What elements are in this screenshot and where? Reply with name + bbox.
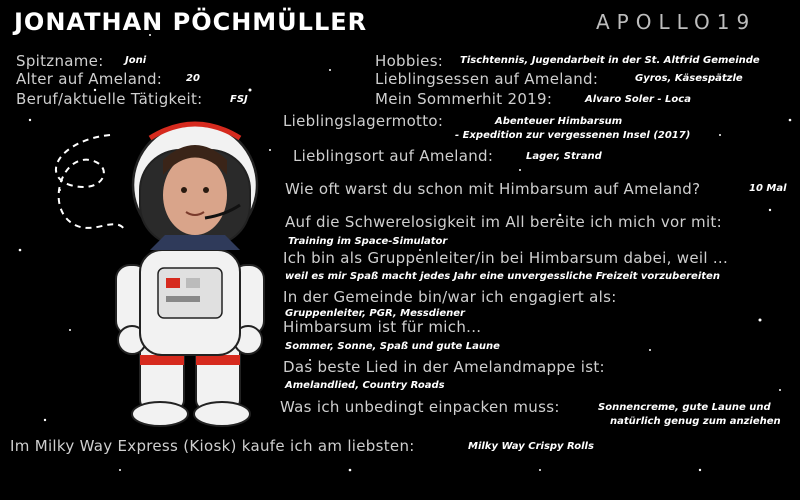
times-value: 10 Mal (749, 183, 787, 194)
times-label: Wie oft warst du schon mit Himbarsum auf Ameland? (285, 180, 701, 198)
place-label: Lieblingsort auf Ameland: (293, 147, 494, 165)
pack-value-line1: Sonnencreme, gute Laune und (598, 402, 771, 413)
song-value: Amelandlied, Country Roads (285, 380, 445, 391)
parish-label: In der Gemeinde bin/war ich engagiert als: (283, 288, 617, 306)
age-value: 20 (186, 73, 200, 84)
photo-face (163, 155, 227, 235)
person-name: JONATHAN PÖCHMÜLLER (14, 8, 368, 36)
place-value: Lager, Strand (526, 151, 602, 162)
nickname-value: Joni (125, 55, 147, 66)
motto-value-line2: - Expedition zur vergessenen Insel (2017) (455, 130, 691, 141)
parish-value: Gruppenleiter, PGR, Messdiener (285, 308, 465, 319)
summerhit-value: Alvaro Soler - Loca (585, 94, 691, 105)
brand-logo-text: APOLLO19 (596, 10, 757, 34)
leader-value: weil es mir Spaß macht jedes Jahr eine unvergessliche Freizeit vorzubereiten (285, 271, 720, 282)
hobbies-value: Tischtennis, Jugendarbeit in der St. Altfrid Gemeinde (460, 55, 760, 66)
job-label: Beruf/aktuelle Tätigkeit: (16, 90, 203, 108)
age-label: Alter auf Ameland: (16, 70, 163, 88)
food-label: Lieblingsessen auf Ameland: (375, 70, 599, 88)
motto-value-line1: Abenteuer Himbarsum (495, 116, 623, 127)
nickname-label: Spitzname: (16, 52, 104, 70)
motto-label: Lieblingslagermotto: (283, 112, 444, 130)
summerhit-label: Mein Sommerhit 2019: (375, 90, 553, 108)
hobbies-label: Hobbies: (375, 52, 444, 70)
himbarsum-label: Himbarsum ist für mich... (283, 318, 482, 336)
prepare-value: Training im Space-Simulator (288, 236, 448, 247)
song-label: Das beste Lied in der Amelandmappe ist: (283, 358, 605, 376)
pack-value-line2: natürlich genug zum anziehen (610, 416, 781, 427)
kiosk-label: Im Milky Way Express (Kiosk) kaufe ich am liebsten: (10, 437, 415, 455)
food-value: Gyros, Käsespätzle (635, 73, 743, 84)
pack-label: Was ich unbedingt einpacken muss: (280, 398, 560, 416)
job-value: FSJ (230, 94, 248, 105)
kiosk-value: Milky Way Crispy Rolls (468, 441, 594, 452)
leader-label: Ich bin als Gruppenleiter/in bei Himbarsum dabei, weil ... (283, 249, 729, 267)
prepare-label: Auf die Schwerelosigkeit im All bereite ich mich vor mit: (285, 213, 722, 231)
himbarsum-value: Sommer, Sonne, Spaß und gute Laune (285, 341, 500, 352)
